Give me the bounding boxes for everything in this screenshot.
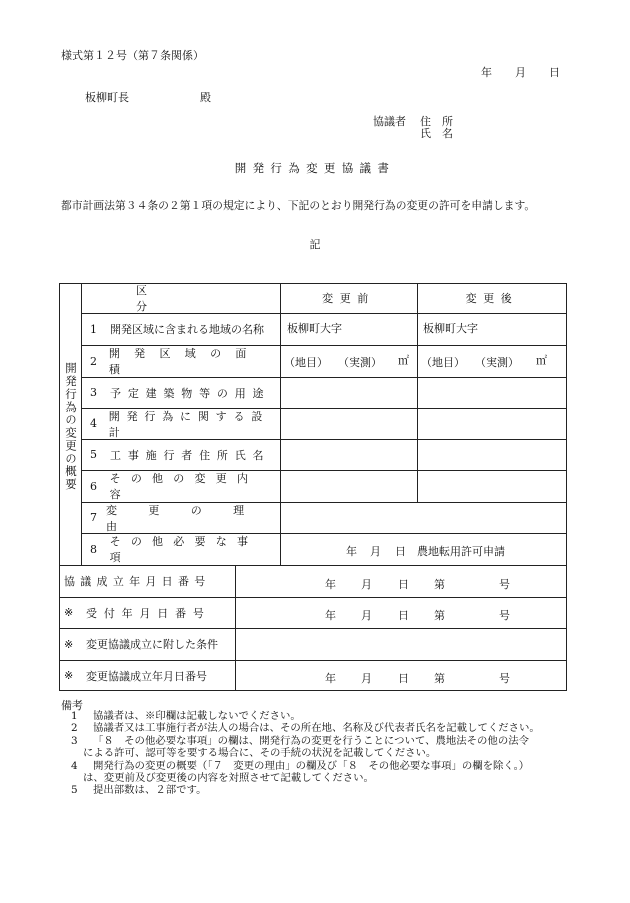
bottom-row-3-label: ※ 変更協議成立に附した条件 [64,637,218,651]
row-8-month: 月 [370,545,381,558]
note-item: 5 提出部数は、２部です。 [71,784,207,797]
row-4-label: 4 開発行為に関する設計 [90,409,270,439]
row-2-before-jissoku: （実測） [338,356,382,369]
bottom-row-4-year: 年 [325,672,336,685]
bottom-row-2-label: ※ 受付年月日番号 [64,606,211,620]
bottom-row-1-dai: 第 [434,578,445,591]
bottom-row-2-go: 号 [499,609,510,622]
bottom-row-4-dai: 第 [434,672,445,685]
row-8-label: 8 その他必要な事項 [90,535,259,564]
bottom-row-2-dai: 第 [434,609,445,622]
date-day-label: 日 [549,66,560,79]
notes-heading: 備考 [61,699,83,712]
row-2-after-chimoku: （地目） [421,356,465,369]
header-category: 区分 [136,284,198,313]
row-6-label: 6 その他の変更内容 [90,472,259,501]
addressee-honorific: 殿 [200,91,211,104]
applicant-name-label: 氏 名 [420,127,453,140]
row-1-before: 板柳町大字 [287,322,342,335]
row-7-label: 7 変更の理由 [90,503,276,533]
bottom-row-1-go: 号 [499,578,510,591]
intro-text: 都市計画法第３４条の２第１項の規定により、下記のとおり開発行為の変更の許可を申請します。 [61,199,536,212]
bottom-row-2-year: 年 [325,609,336,622]
row-8-day: 日 [395,545,406,558]
row-8-year: 年 [346,545,357,558]
bottom-row-4-go: 号 [499,672,510,685]
table-vline-label [280,283,281,565]
row-5-label: 5 工事施行者住所氏名 [90,448,271,462]
row-2-label: 2 開発区域の面積 [90,347,261,376]
bottom-row-1-label: 協議成立年月日番号 [64,575,211,588]
addressee-name: 板柳町長 [85,91,129,104]
bottom-row-1-month: 月 [361,578,372,591]
applicant-address-label: 住 所 [420,115,453,128]
bottom-row-2-day: 日 [398,609,409,622]
note-item: 1 協議者は、※印欄は記載しないでください。 [71,710,301,722]
row-2-after-jissoku: （実測） [475,356,519,369]
note-item-cont: による許可、認可等を要する場合に、その手続の状況を記載してください。 [83,747,437,760]
note-item: 4 開発行為の変更の概要（「７ 変更の理由」の欄及び「８ その他必要な事項」の欄を除く。） [71,759,530,772]
row-1-after: 板柳町大字 [423,322,478,335]
side-label: 開発行為の変更の概要 [64,362,78,491]
bottom-row-4-day: 日 [398,672,409,685]
applicant-role: 協議者 [373,115,406,128]
notes-list [61,710,621,797]
row-2-before-chimoku: （地目） [284,356,328,369]
table-vline-side [81,283,82,565]
ki-label: 記 [309,238,321,251]
bottom-row-1-year: 年 [325,578,336,591]
note-item-cont: は、変更前及び変更後の内容を対照させて記載してください。 [83,772,374,785]
row-8-text: 農地転用許可申請 [417,545,505,558]
document-title: 開発行為変更協議書 [234,161,396,175]
row-3-label: 3 予定建築物等の用途 [90,386,271,400]
form-number: 様式第１２号（第７条関係） [61,49,204,62]
bottom-row-1-day: 日 [398,578,409,591]
row-1-label: 1 開発区域に含まれる地域の名称 [90,322,264,336]
note-item: 3 「８ その他必要な事項」の欄は、開発行為の変更を行うことについて、農地法その他の法令 [71,734,529,747]
bottom-row-2-month: 月 [361,609,372,622]
row-2-before-unit: ㎡ [398,354,409,367]
bottom-row-4-month: 月 [361,672,372,685]
date-month-label: 月 [515,66,526,79]
note-item: 2 協議者又は工事施行者が法人の場合は、その所在地、名称及び代表者氏名を記載してください。 [71,722,540,735]
header-after: 変更後 [465,292,519,305]
header-before: 変更前 [322,292,375,305]
bottom-row-4-label: ※ 変更協議成立年月日番号 [64,669,207,683]
date-year-label: 年 [481,66,492,79]
row-2-after-unit: ㎡ [536,354,547,367]
